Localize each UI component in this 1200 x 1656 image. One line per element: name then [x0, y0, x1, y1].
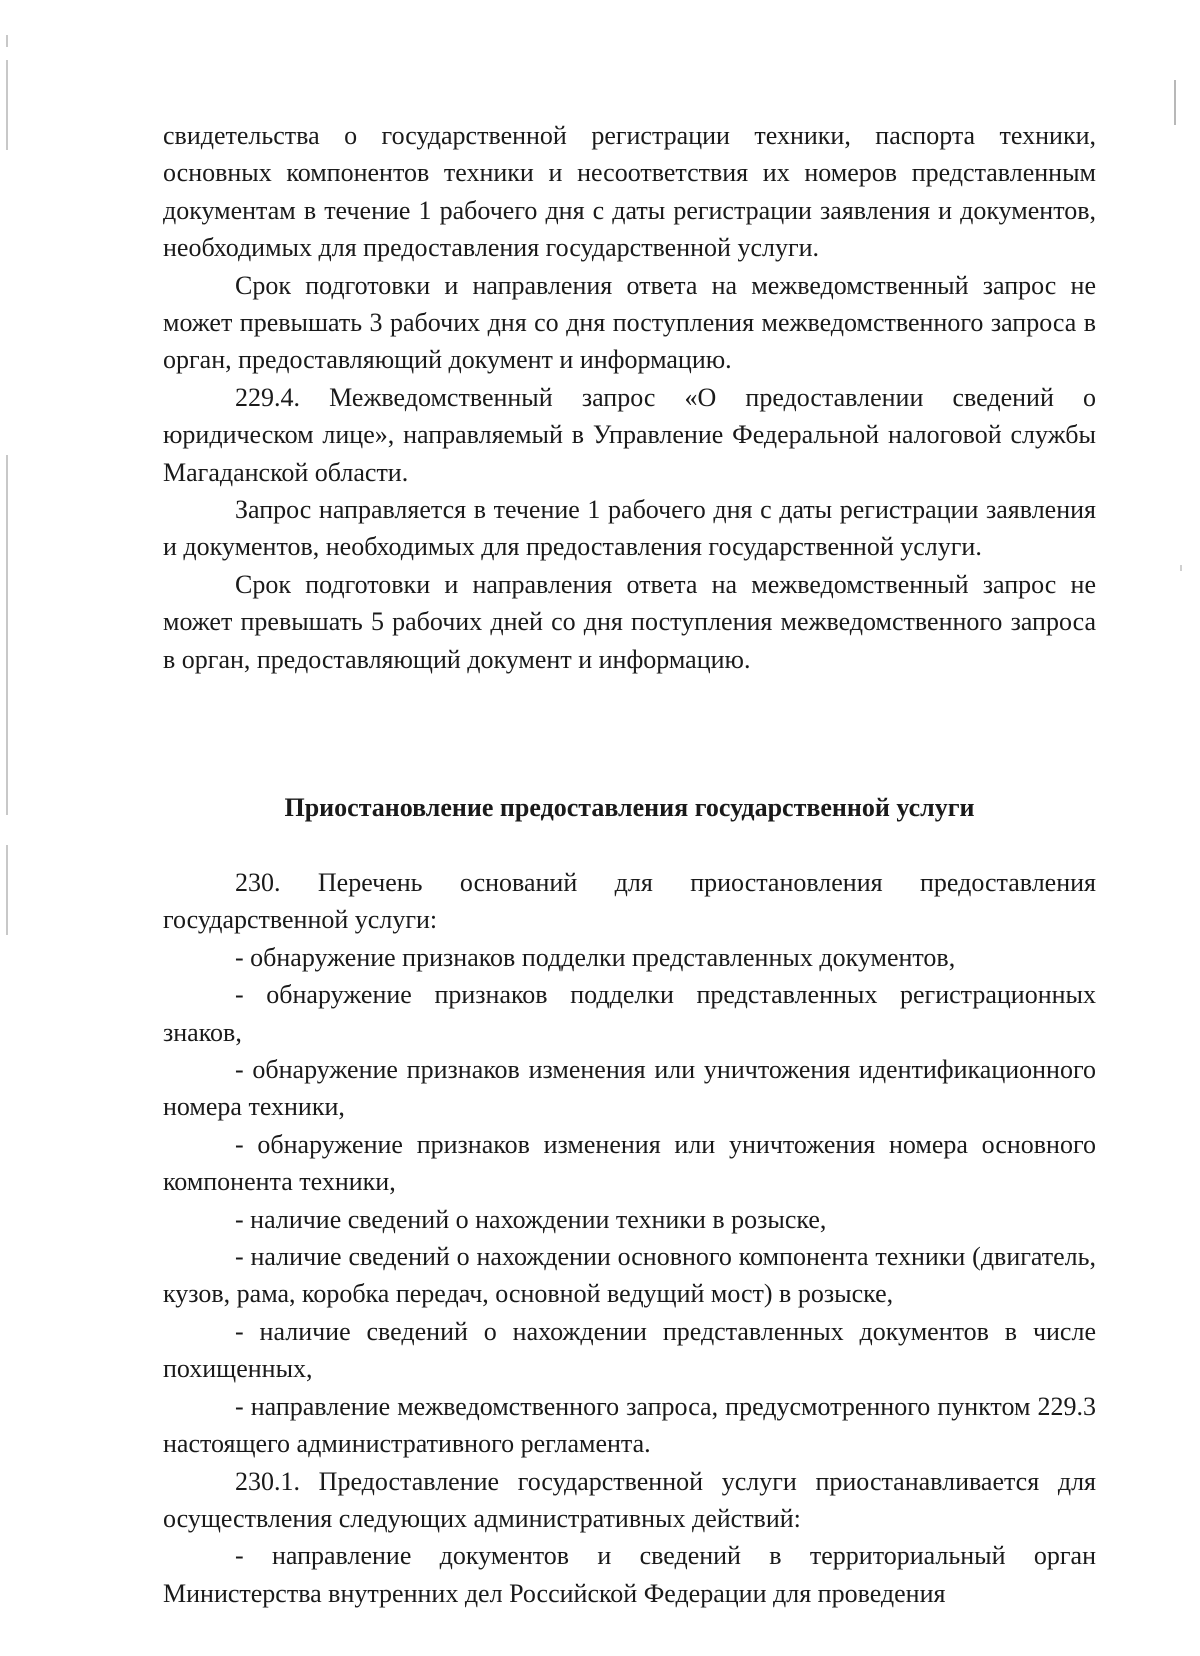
document-body-upper: [163, 117, 1096, 678]
scan-edge-mark: [1174, 80, 1176, 125]
list-item: - наличие сведений о нахождении техники в розыске,: [235, 1204, 827, 1234]
scan-edge-mark: [6, 845, 8, 935]
section-heading: Приостановление предоставления государственной услуги: [284, 793, 975, 822]
list-item: - обнаружение признаков подделки представленных документов,: [235, 942, 956, 972]
paragraph: 230.1. Предоставление государственной услуги приостанавливается для осуществления следующих административных действий:: [163, 1466, 1096, 1533]
document-body-lower: [163, 864, 1096, 1612]
list-item: - обнаружение признаков изменения или уничтожения номера основного компонента техники,: [163, 1129, 1096, 1197]
list-item: - обнаружение признаков подделки представленных регистрационных знаков,: [163, 980, 1096, 1047]
paragraph: 229.4. Межведомственный запрос «О предоставлении сведений о юридическом лице», направляемый в Управление Федеральной налоговой службы Магаданской области.: [163, 382, 1096, 487]
list-item: - направление межведомственного запроса, предусмотренного пунктом 229.3 настоящего административного регламента.: [163, 1391, 1096, 1459]
scan-edge-mark: [6, 35, 8, 47]
list-item: - наличие сведений о нахождении основного компонента техники (двигатель, кузов, рама, коробка передач, основной ведущий мост) в розыске,: [163, 1242, 1096, 1309]
list-item: - направление документов и сведений в территориальный орган Министерства внутренних дел Российской Федерации для проведения: [163, 1541, 1096, 1608]
scan-edge-mark: [6, 60, 8, 150]
paragraph: Срок подготовки и направления ответа на межведомственный запрос не может превышать 5 рабочих дней со дня поступления межведомственного запроса в орган, предоставляющий документ и информацию.: [163, 569, 1096, 674]
list-item: - наличие сведений о нахождении представленных документов в числе похищенных,: [163, 1316, 1096, 1384]
paragraph: свидетельства о государственной регистрации техники, паспорта техники, основных компонентов техники и несоответствия их номеров представленным документам в течение 1 рабочего дня с даты регистрации заявления и документов, необходимых для предоставления государственной услуги.: [163, 121, 1096, 263]
paragraph: Запрос направляется в течение 1 рабочего дня с даты регистрации заявления и документов, необходимых для предоставления государственной услуги.: [163, 495, 1096, 562]
paragraph: 230. Перечень оснований для приостановления предоставления государственной услуги:: [163, 868, 1096, 935]
scan-edge-mark: [1180, 565, 1182, 571]
scan-edge-mark: [6, 455, 8, 815]
paragraph: Срок подготовки и направления ответа на межведомственный запрос не может превышать 3 рабочих дня со дня поступления межведомственного запроса в орган, предоставляющий документ и информацию.: [163, 270, 1096, 375]
list-item: - обнаружение признаков изменения или уничтожения идентификационного номера техники,: [163, 1055, 1096, 1122]
